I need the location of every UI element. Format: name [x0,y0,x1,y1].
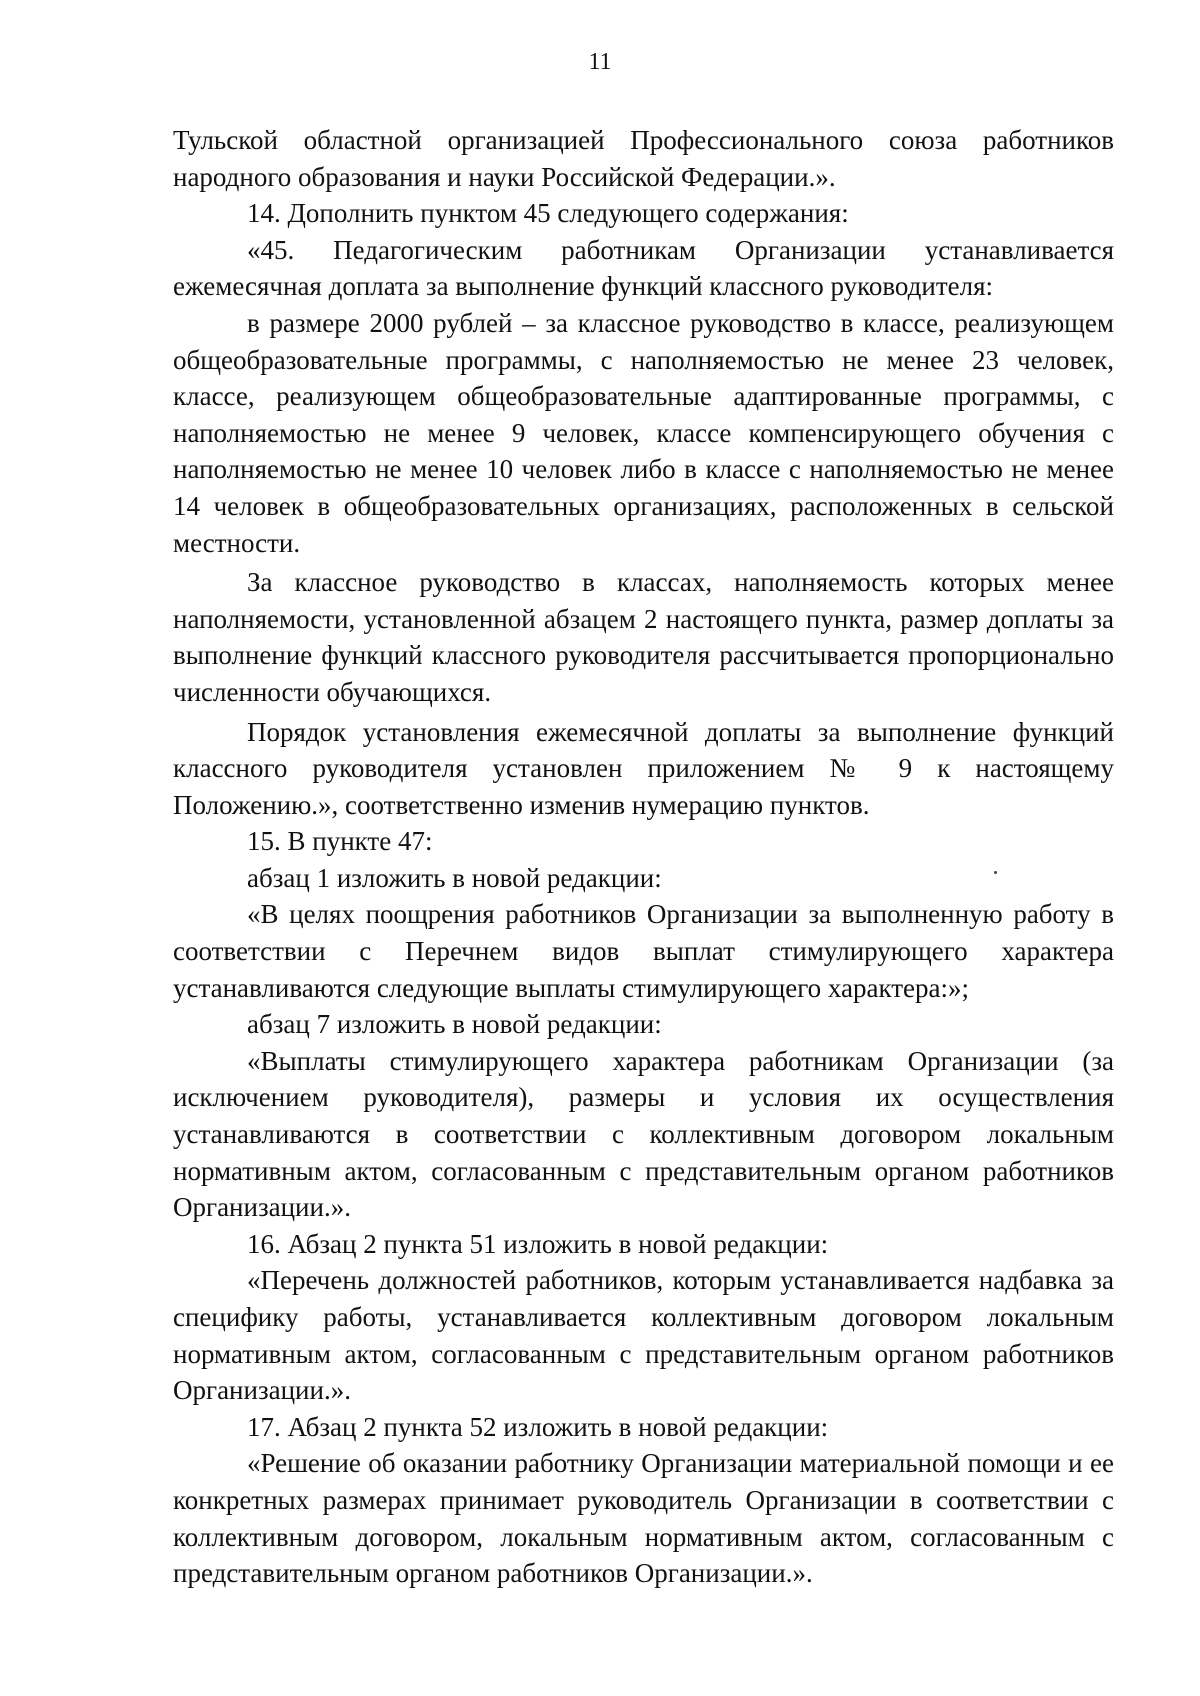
page-number: 11 [588,49,612,75]
paragraph-order-appendix-9: Порядок установления ежемесячной доплаты за выполнение функций классного руководителя установлен приложением № 9 к настоящему Положению.», соответственно изменив нумерацию пунктов. [173,716,1114,820]
paragraph-proportional-payment: За классное руководство в классах, наполняемость которых менее наполняемости, установленной абзацем 2 настоящего пункта, размер доплаты за выполнение функций классного руководителя рассчитывается пропорционально численности обучающихся. [173,567,1114,707]
paragraph-item-17: 17. Абзац 2 пункта 52 изложить в новой редакции: [247,1411,829,1442]
paragraph-clause-45: «45. Педагогическим работникам Организации устанавливается ежемесячная доплата за выполнение функций классного руководителя: [173,234,1114,302]
paragraph-incentive-purpose: «В целях поощрения работников Организации за выполненную работу в соответствии с Перечнем видов выплат стимулирующего характера устанавливаются следующие выплаты стимулирующего характера:»; [173,899,1114,1003]
paragraph-continuation: Тульской областной организацией Профессионального союза работников народного образования и науки Российской Федерации.». [173,125,1114,192]
paragraph-incentive-payments: «Выплаты стимулирующего характера работникам Организации (за исключением руководителя), размеры и условия их осуществления устанавливаются в соответствии с коллективным договором локальным нормативным актом, согласованным с представительным органом работников Организации.». [173,1045,1114,1223]
paragraph-amount-2000: в размере 2000 рублей – за классное руководство в классе, реализующем общеобразовательные программы, с наполняемостью не менее 23 человек, классе, реализующем общеобразовательные адаптированные программы, с наполняемостью не менее 9 человек, классе компенсирующего обучения с наполняемостью не менее 10 человек либо в классе с наполняемостью не менее 14 человек в общеобразовательных организациях, расположенных в сельской местности. [173,307,1114,558]
document-body [173,122,1114,1592]
paragraph-item-14: 14. Дополнить пунктом 45 следующего содержания: [247,198,849,229]
paragraph-material-aid: «Решение об оказании работнику Организации материальной помощи и ее конкретных размерах принимает руководитель Организации в соответствии с коллективным договором, локальным нормативным актом, согласованным с представительным органом работников Организации.». [173,1448,1114,1589]
scan-speck [994,871,997,874]
paragraph-item-16: 16. Абзац 2 пункта 51 изложить в новой редакции: [247,1228,829,1259]
paragraph-abzac-7: абзац 7 изложить в новой редакции: [247,1009,662,1040]
paragraph-positions-list: «Перечень должностей работников, которым устанавливается надбавка за специфику работы, устанавливается коллективным договором локальным нормативным актом, согласованным с представительным органом работников Организации.». [173,1265,1114,1406]
paragraph-abzac-1: абзац 1 изложить в новой редакции: [247,862,662,893]
paragraph-item-15: 15. В пункте 47: [247,826,433,857]
